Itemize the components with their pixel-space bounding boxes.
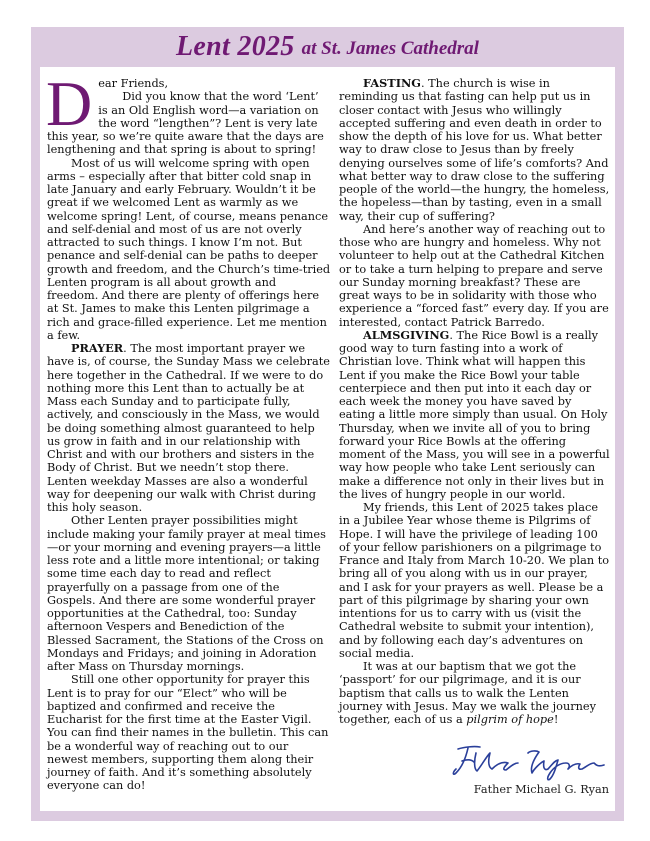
right-column — [339, 77, 611, 726]
paragraph-spring: Most of us will welcome spring with open arms – especially after that bitter cold snap in late January and early February. Wouldn’t it be great if we welcomed Lent as warmly as we welcome spring! Lent, of course, means penance and self-denial and most of us are not overly attracted to such things. I know I’m not. But penance and self-denial can be paths to deeper growth and freedom, and the Church’s time-tried Lenten program is all about growth and freedom. And there are plenty of offerings here at St. James to make this Lenten pilgrimage a rich and grace-filled experience. Let me mention a few. — [47, 156, 331, 342]
letter-body — [40, 67, 615, 811]
page-frame — [31, 27, 624, 821]
left-column — [46, 68, 331, 793]
paragraph-prayer — [47, 342, 331, 514]
almsgiving-text: . The Rice Bowl is a really good way to turn fasting into a work of Christian love. Think what will happen this Lent if you make the Rice Bowl your table centerpiece and then put into it each day or each week the money you have saved by eating a little more simply than usual. On Holy Thursday, when we invite all of you to bring forward your Rice Bowls at the offering moment of the Mass, you will see in a powerful way how people who take Lent seriously can make a difference not only in their lives but in the lives of hungry people in our world. — [339, 328, 610, 501]
prayer-heading: PRAYER — [71, 341, 124, 355]
page-subtitle: at St. James Cathedral — [301, 38, 479, 59]
paragraph-closing — [339, 660, 611, 726]
closing-end: ! — [553, 713, 559, 726]
closing-text: It was at our baptism that we got the ‘passport’ for our pilgrimage, and it is our baptism that calls us to walk the Lenten journey with Jesus. May we walk the journey together, each of us a — [339, 660, 596, 726]
prayer-text: . The most important prayer we have is, of course, the Sunday Mass we celebrate here together in the Cathedral. If we were to do nothing more this Lent than to actually be at Mass each Sunday and to participate fully, actively, and consciously in the Mass, we would be doing something almost guaranteed to help us grow in faith and in our relationship with Christ and with our brothers and sisters in the Body of Christ. But we needn’t stop there. Lenten weekday Masses are also a wonderful way for deepening our walk with Christ during this holy season. — [47, 342, 330, 514]
paragraph-prayer-possibilities: Other Lenten prayer possibilities might include making your family prayer at meal times—or your morning and evening prayers—a little less rote and a little more intentional; or taking some time each day to read and reflect prayerfully on a passage from one of the Gospels. And there are some wonderful prayer opportunities at the Cathedral, too: Sunday afternoon Vespers and Benediction of the Blessed Sacrament, the Stations of the Cross on Mondays and Fridays; and joining in Adoration after Mass on Thursday mornings. — [47, 514, 326, 673]
closing-emphasis: pilgrim of hope — [466, 713, 554, 726]
paragraph-kitchen: And here’s another way of reaching out to those who are hungry and homeless. Why not volunteer to help out at the Cathedral Kitchen or to take a turn helping to prepare and serve our Sunday morning breakfast? These are great ways to be in solidarity with those who experience a “forced fast” every day. If you are interested, contact Patrick Barredo. — [339, 222, 609, 329]
paragraph-intro: Did you know that the word ‘Lent’ is an Old English word—a variation on the word “lengthen”? Lent is very late this year, so we’re quite aware that the days are lengthening and that spring is about to spring! — [47, 90, 324, 157]
page-title: Lent 2025 — [176, 31, 295, 62]
almsgiving-heading: ALMSGIVING — [363, 327, 450, 342]
paragraph-almsgiving — [339, 329, 611, 501]
fasting-heading: FASTING — [363, 76, 421, 90]
drop-cap: D — [46, 68, 93, 139]
page-header — [31, 27, 624, 67]
paragraph-jubilee: My friends, this Lent of 2025 takes place in a Jubilee Year whose theme is Pilgrims of Hope. I will have the privilege of leading 100 of your fellow parishioners on a pilgrimage to France and Italy from March 10-20. We plan to bring all of you along with us in our prayer, and I ask for your prayers as well. Please be a part of this pilgrimage by sharing your own intentions for us to carry with us (visit the Cathedral website to submit your intention), and by following each day’s adventures on social media. — [339, 501, 610, 660]
paragraph-elect: Still one other opportunity for prayer this Lent is to pray for our “Elect” who will be baptized and confirmed and receive the Eucharist for the first time at the Easter Vigil. You can find their names in the bulletin. This can be a wonderful way of reaching out to our newest members, supporting them along their journey of faith. And it’s something absolutely everyone can do! — [47, 673, 329, 793]
handwritten-signature-icon — [444, 743, 614, 781]
paragraph-fasting — [339, 77, 611, 223]
signature-name: Father Michael G. Ryan — [473, 783, 609, 796]
fasting-text: . The church is wise in reminding us that fasting can help put us in closer contact with Jesus who willingly accepted suffering and even death in order to show the depth of his love for us. What better way to draw close to Jesus than by freely denying ourselves some of life’s comforts? And what better way to draw close to the suffering people of the world—the hungry, the homeless, the hopeless—than by tasting, even in a small way, their cup of suffering? — [339, 77, 610, 223]
salutation: ear Friends, — [98, 77, 169, 90]
